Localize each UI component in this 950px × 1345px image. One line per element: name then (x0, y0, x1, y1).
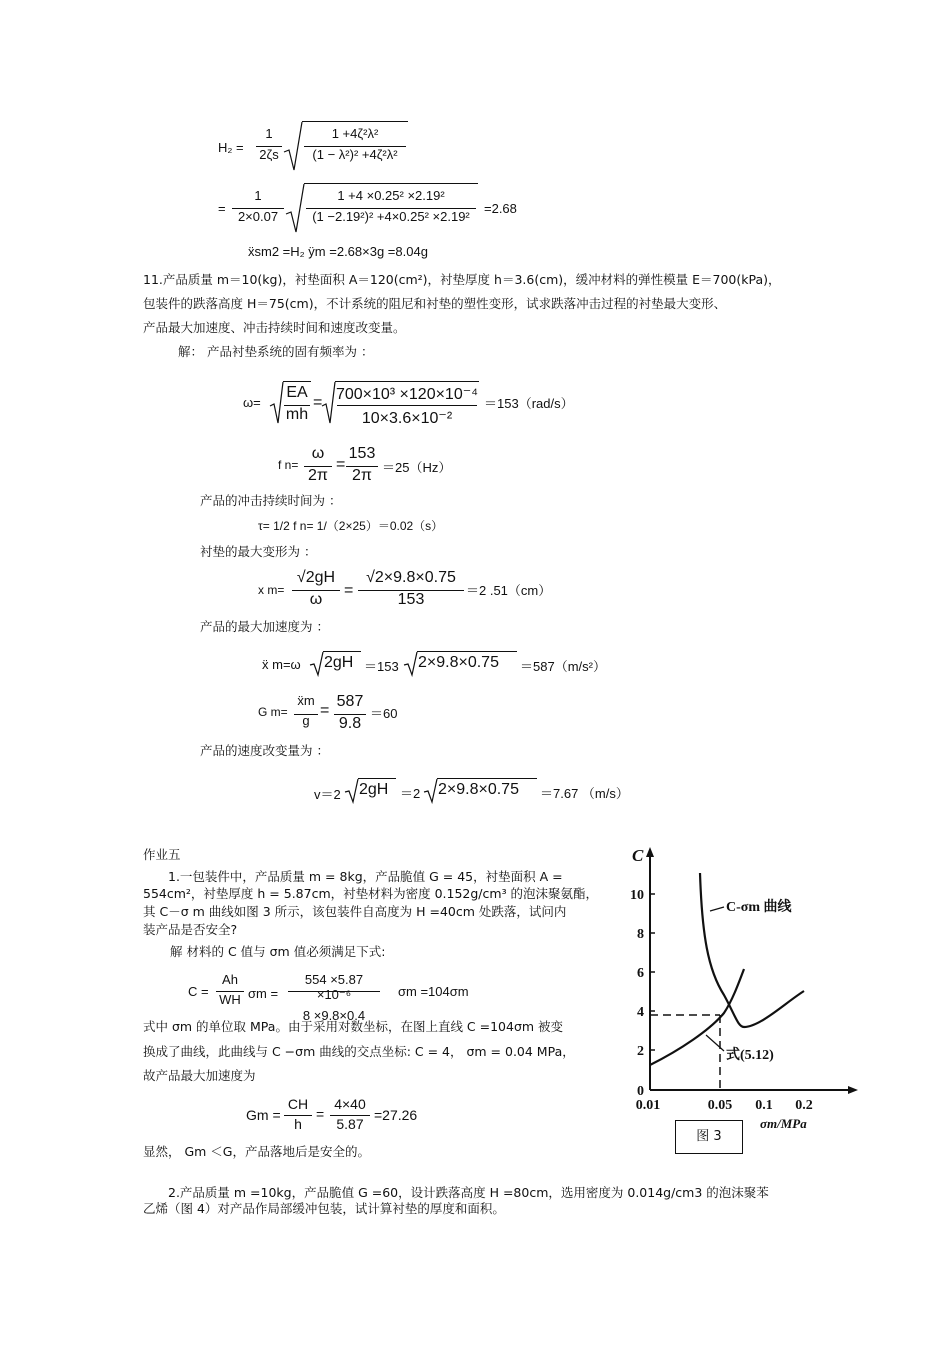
gm-lhs: G m= (258, 705, 288, 719)
gm-num2: 587 (336, 693, 364, 710)
xm-result: ＝2 .51（cm） (466, 583, 552, 598)
c-sigma: σm = (248, 986, 279, 1001)
xm-num2: √2×9.8×0.75 (366, 569, 456, 586)
gm-num: ẍm (297, 693, 315, 708)
line-label: 式(5.12) (726, 1048, 774, 1063)
h2-frac2-num: 1 (254, 188, 262, 203)
x-tick-0.01: 0.01 (635, 1098, 661, 1113)
y-tick-10: 10 (630, 888, 644, 903)
gm2-result: =27.26 (374, 1107, 418, 1123)
hw5-explanation-line3: 故产品最大加速度为 (143, 1068, 256, 1083)
hw5-p2-line2: 乙烯（图 4）对产品作局部缓冲包装，试计算衬垫的厚度和面积。 (143, 1201, 505, 1216)
x-tick-0.1: 0.1 (755, 1098, 773, 1113)
sqrt-sign-icon (286, 182, 306, 234)
sqrt-sign-icon (345, 777, 359, 803)
gm2-lhs: Gm = (246, 1107, 281, 1123)
c-sigma-curve (700, 873, 804, 1027)
acc-lhs: ẍ m=ω (262, 657, 301, 672)
acc-rad2: 2×9.8×0.75 (418, 654, 499, 671)
omega-lhs: ω= (243, 395, 261, 410)
h2-eq2: = (218, 201, 226, 216)
gm-den: g (302, 713, 310, 728)
fn-result: ＝25（Hz） (382, 460, 452, 475)
gm2-den: h (294, 1116, 302, 1132)
y-tick-2: 2 (637, 1044, 644, 1059)
fn-eq: = (336, 456, 346, 473)
omega-rad-den: mh (285, 406, 309, 423)
y-tick-0: 0 (637, 1084, 644, 1099)
omega-den2: 10×3.6×10⁻² (361, 410, 453, 427)
acc-result: ＝587（m/s²） (520, 659, 606, 674)
hw5-p1-line4: 装产品是否安全? (143, 922, 238, 937)
hw5-explanation-line1: 式中 σm 的单位取 MPa。由于采用对数坐标，在图上直线 C =104σm 被变 (143, 1019, 564, 1034)
x-tick-0.2: 0.2 (795, 1098, 813, 1113)
hw5-solution-intro: 解 材料的 C 值与 σm 值必须满足下式: (170, 944, 386, 959)
c-num: Ah (222, 972, 238, 987)
gm2-eq: = (316, 1106, 325, 1122)
y-tick-4: 4 (637, 1005, 644, 1020)
fn-num: ω (311, 445, 325, 462)
h2-frac2-den: 2×0.07 (237, 209, 279, 224)
h2-rad1-num: 1 +4ζ²λ² (331, 126, 379, 141)
omega-rad-num: EA (286, 384, 308, 401)
x-axis-arrow-icon (848, 1086, 858, 1094)
v-intro: 产品的速度改变量为 ： (200, 743, 329, 758)
sqrt-sign-icon (270, 380, 284, 424)
h2-rad2-num: 1 +4 ×0.25² ×2.19² (337, 188, 445, 203)
hw5-explanation-line2: 换成了曲线，此曲线与 C −σm 曲线的交点坐标: C = 4， σm = 0.04 MPa， (143, 1044, 575, 1059)
fn-den: 2π (308, 467, 328, 484)
h2-result: =2.68 (484, 201, 517, 216)
gm2-num: CH (287, 1096, 309, 1112)
hw5-p2-line1: 2.产品质量 m =10kg，产品脆值 G =60，设计跌落高度 H =80cm，选用密度为 0.014g/cm3 的泡沫聚苯 (168, 1185, 769, 1200)
h2-lhs: H₂ = (218, 140, 244, 155)
fn-num2: 153 (348, 445, 376, 462)
xm-eq: = (344, 582, 354, 599)
h2-frac1-den: 2ζs (259, 147, 279, 162)
fn-den2: 2π (352, 467, 372, 484)
xm-num: √2gH (296, 569, 336, 586)
gm-eq: = (320, 702, 330, 719)
sqrt-sign-icon (424, 777, 438, 803)
gm-result: ＝60 (370, 706, 398, 721)
tau-intro: 产品的冲击持续时间为 ： (200, 493, 342, 508)
xm-den: ω (309, 591, 323, 608)
acc-mid: ＝153 (364, 659, 399, 674)
x-axis-label: σm/MPa (760, 1116, 807, 1131)
y-tick-8: 8 (637, 927, 644, 942)
omega-eq: = (313, 394, 323, 411)
xm-lhs: x m= (258, 583, 285, 597)
h2-rad2-den: (1 −2.19²)² +4×0.25² ×2.19² (312, 209, 470, 224)
fn-lhs: f n= (278, 458, 299, 472)
v-rad2: 2×9.8×0.75 (438, 781, 519, 798)
omega-result: ＝153（rad/s） (484, 396, 574, 411)
xm-intro: 衬垫的最大变形为 ： (200, 544, 317, 559)
y-axis-label: C (632, 846, 644, 865)
gm2-den2: 5.87 (336, 1116, 364, 1132)
p11-statement-line2: 包装件的跌落高度 H＝75(cm)，不计系统的阻尼和衬垫的塑性变形，试求跌落冲击过程的衬垫最大变形、 (143, 296, 727, 311)
c-num2: 554 ×5.87 ×10⁻⁶ (304, 972, 364, 1002)
h2-frac1-num: 1 (265, 126, 273, 141)
xsm2-line: ẍsm2 =H₂ ÿm =2.68×3g =8.04g (248, 244, 428, 259)
hw5-p1-line2: 554cm²，衬垫厚度 h = 5.87cm，衬垫材料为密度 0.152g/cm³ 的泡沫聚氨酯， (143, 886, 599, 901)
gm2-num2: 4×40 (334, 1096, 366, 1112)
sqrt-sign-icon (284, 120, 304, 172)
sqrt-sign-icon (310, 650, 324, 676)
x-tick-0.05: 0.05 (707, 1098, 733, 1113)
c-den: WH (219, 992, 241, 1007)
p11-statement-line3: 产品最大加速度、冲击持续时间和速度改变量。 (143, 320, 406, 335)
v-result: ＝7.67 （m/s） (540, 786, 629, 801)
y-tick-6: 6 (637, 966, 644, 981)
sqrt-sign-icon (404, 650, 418, 676)
omega-num2: 700×10³ ×120×10⁻⁴ (335, 386, 479, 403)
acc-intro: 产品的最大加速度为 ： (200, 619, 329, 634)
hw5-title: 作业五 (143, 847, 181, 862)
gm-den2: 9.8 (338, 715, 362, 732)
c-den2: 8 ×9.8×0.4 (302, 1008, 366, 1023)
acc-rad1: 2gH (324, 654, 354, 671)
hw5-p1-line1: 1.一包装件中，产品质量 m = 8kg，产品脆值 G = 45，衬垫面积 A = (168, 869, 563, 884)
v-rad1: 2gH (359, 781, 389, 798)
h2-rad1-den: (1 − λ²)² +4ζ²λ² (312, 147, 398, 162)
curve-label: C-σm 曲线 (726, 900, 792, 915)
sqrt-sign-icon (322, 380, 336, 424)
p11-statement-line1: 11.产品质量 m＝10(kg)，衬垫面积 A＝120(cm²)，衬垫厚度 h＝3.6(cm)，缓冲材料的弹性模量 E＝700(kPa)， (143, 272, 781, 287)
y-axis-arrow-icon (646, 847, 654, 857)
c-sigma-chart (620, 845, 860, 1135)
c-lhs: C = (188, 984, 209, 999)
v-mid: ＝2 (400, 786, 421, 801)
v-lhs: v＝2 (314, 787, 341, 802)
tau-equation: τ= 1/2 f n= 1/（2×25）＝0.02（s） (258, 519, 444, 533)
xm-den2: 153 (397, 591, 425, 608)
hw5-conclusion: 显然， Gm ＜G，产品落地后是安全的。 (143, 1144, 370, 1159)
p11-solution-intro: 解： 产品衬垫系统的固有频率为 ： (178, 344, 374, 359)
hw5-p1-line3: 其 C－σ m 曲线如图 3 所示，该包装件自高度为 H =40cm 处跌落，试问内 (143, 904, 567, 919)
c-result: σm =104σm (398, 984, 469, 999)
figure-3-caption: 图 3 (675, 1120, 743, 1154)
